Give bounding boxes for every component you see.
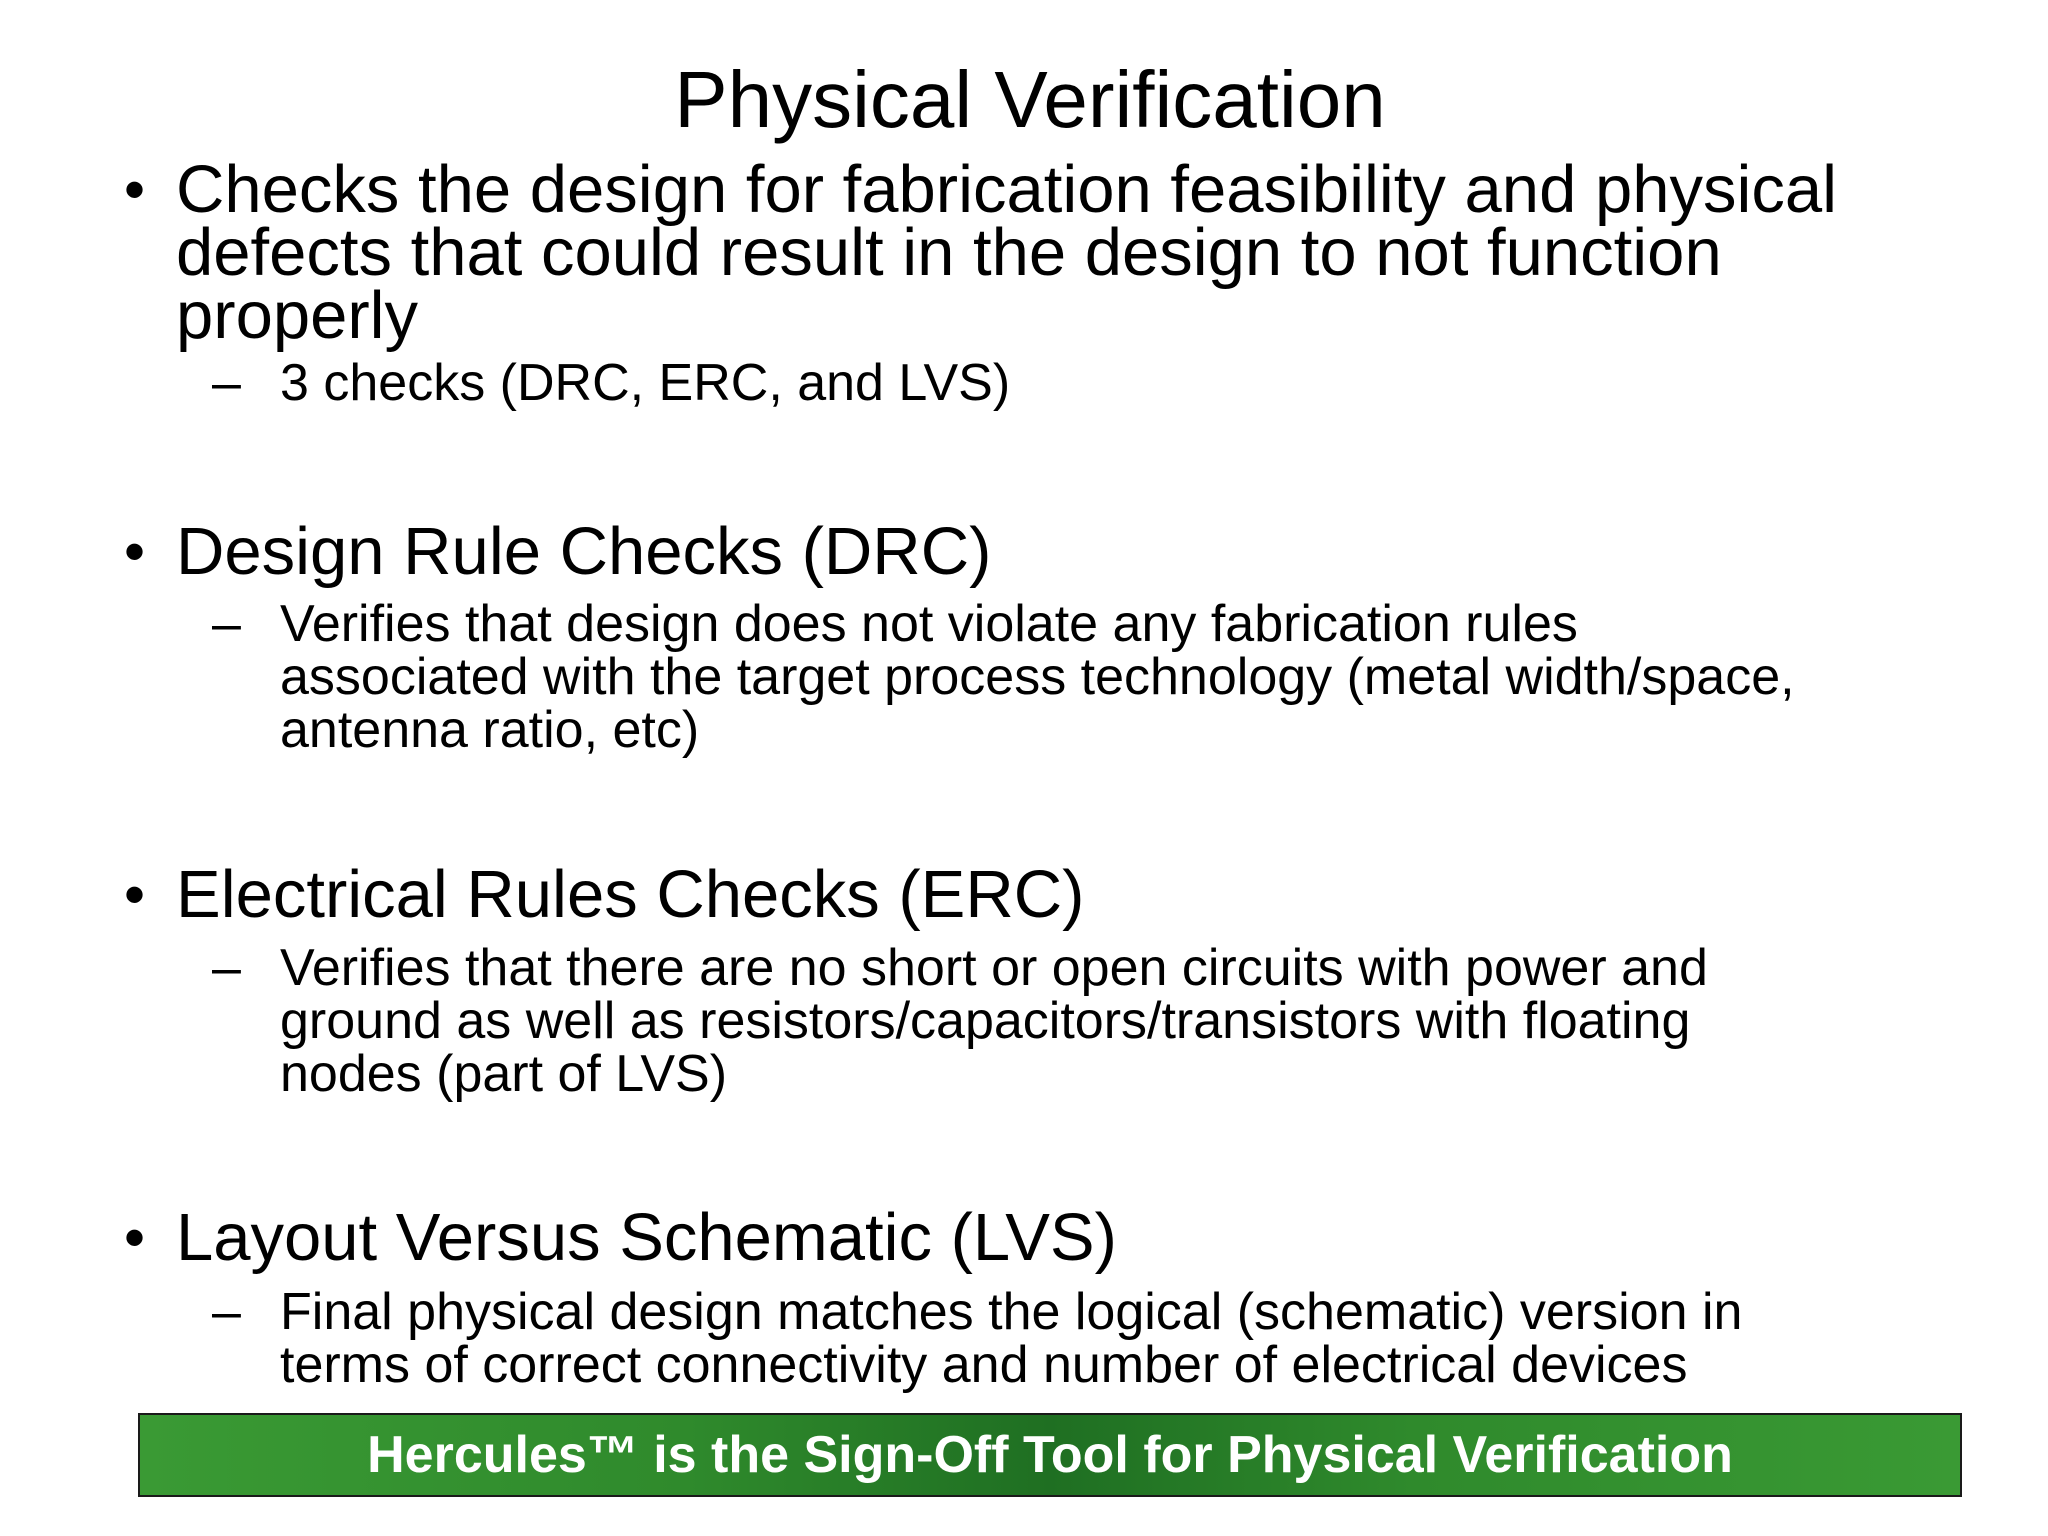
sub-bullet-line: Verifies that there are no short or open circuits with power and xyxy=(280,939,1708,997)
hercules-banner xyxy=(138,1413,1962,1497)
sub-bullet-line: Final physical design matches the logical (schematic) version in xyxy=(280,1283,1743,1341)
sub-bullet-line: Verifies that design does not violate any fabrication rules xyxy=(280,595,1578,653)
bullet-text xyxy=(176,514,2036,589)
bullet-marker: • xyxy=(124,518,146,585)
banner-text: Hercules™ is the Sign-Off Tool for Physical Verification xyxy=(367,1426,1733,1484)
slide-title: Physical Verification xyxy=(674,55,1386,144)
bullet-text xyxy=(176,152,2036,353)
sub-bullet-text xyxy=(280,1283,2040,1394)
sub-bullet-line: associated with the target process technology (metal width/space, xyxy=(280,648,1795,706)
sub-bullet-marker: – xyxy=(212,354,241,412)
sub-bullet-line: 3 checks (DRC, ERC, and LVS) xyxy=(280,354,1011,412)
bullet-line: Checks the design for fabrication feasibility and physical xyxy=(176,152,1837,227)
bullet-text xyxy=(176,857,2036,932)
sub-bullet-text xyxy=(280,939,2040,1103)
bullet-marker: • xyxy=(124,861,146,928)
bullet-line: properly xyxy=(176,278,419,353)
bullet-marker: • xyxy=(124,1204,146,1271)
bullet-line: Electrical Rules Checks (ERC) xyxy=(176,857,1085,932)
sub-bullet-text xyxy=(280,595,2040,759)
sub-bullet-marker: – xyxy=(212,939,241,997)
bullet-marker: • xyxy=(124,156,146,223)
bullet-line: defects that could result in the design to not function xyxy=(176,215,1722,290)
sub-bullet-line: nodes (part of LVS) xyxy=(280,1045,728,1103)
bullet-line: Layout Versus Schematic (LVS) xyxy=(176,1200,1117,1275)
sub-bullet-marker: – xyxy=(212,1283,241,1341)
sub-bullet-line: antenna ratio, etc) xyxy=(280,701,700,759)
bullet-line: Design Rule Checks (DRC) xyxy=(176,514,992,589)
sub-bullet-line: terms of correct connectivity and number of electrical devices xyxy=(280,1336,1688,1394)
sub-bullet-text xyxy=(280,354,2040,412)
sub-bullet-line: ground as well as resistors/capacitors/transistors with floating xyxy=(280,992,1691,1050)
bullet-text xyxy=(176,1200,2036,1275)
sub-bullet-marker: – xyxy=(212,595,241,653)
